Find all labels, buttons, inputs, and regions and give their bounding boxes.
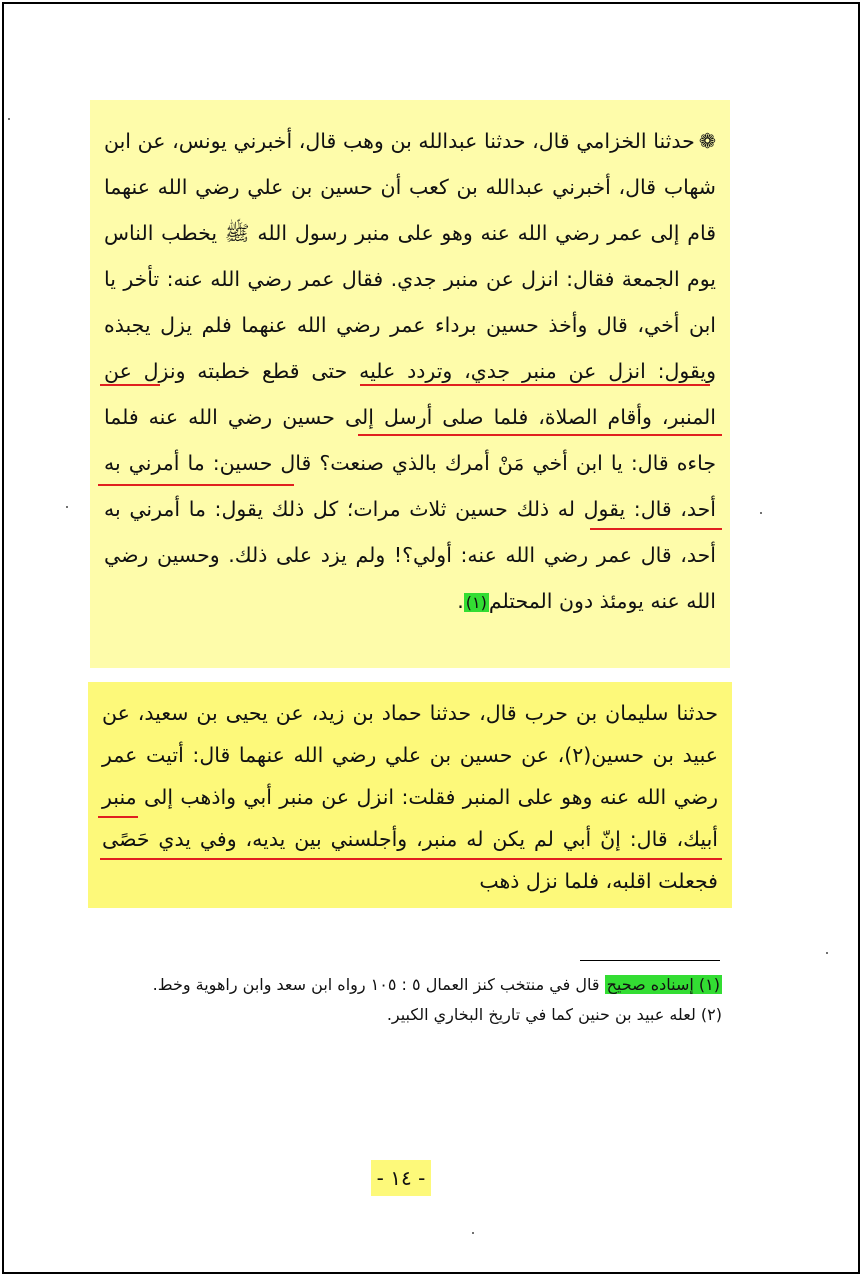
scan-speck: [760, 512, 762, 514]
paragraph-2-body: حدثنا سليمان بن حرب قال، حدثنا حماد بن زيد، عن يحيى بن سعيد، عن عبيد بن حسين: [102, 701, 718, 767]
footnote-separator: [580, 960, 720, 961]
red-underline: [98, 816, 138, 818]
paragraph-2-text: [102, 692, 718, 902]
scan-speck: [826, 952, 828, 954]
footnote-2: (٢) لعله عبيد بن حنين كما في تاريخ البخاري الكبير.: [386, 1005, 722, 1024]
red-underline: [590, 528, 722, 530]
highlighted-paragraph-2: [88, 682, 732, 908]
paragraph-2-body-continued: ، عن حسين بن علي رضي الله عنهما قال: أتيت عمر رضي الله عنه وهو على المنبر فقلت: انزل عن منبر أبي واذهب إلى منبر أبيك، قال: إنّ أبي لم يكن له منبر، وأجلسني بين يديه، وفي يدي حَصًى فجعلت اقلبه، فلما نزل ذهب: [102, 743, 718, 893]
scan-speck: [66, 506, 68, 508]
footnotes: [90, 972, 722, 1032]
paragraph-1-body: حدثنا الخزامي قال، حدثنا عبدالله بن وهب قال، أخبرني يونس، عن ابن شهاب قال، أخبرني عبدالله بن كعب أن حسين بن علي رضي الله عنهما قام إلى عمر رضي الله عنه وهو على منبر رسول الله ﷺ يخطب الناس يوم الجمعة فقال: انزل عن منبر جدي. فقال عمر رضي الله عنه: تأخر يا ابن أخي، قال وأخذ حسين برداء عمر رضي الله عنهما فلم يزل يجبذه ويقول: انزل عن منبر جدي، وتردد عليه حتى قطع خطبته ونزل عن المنبر، وأقام الصلاة، فلما صلى أرسل إلى حسين رضي الله عنه فلما جاءه قال: يا ابن أخي مَنْ أمرك بالذي صنعت؟ قال حسين: ما أمرني به أحد، قال: يقول له ذلك حسين ثلاث مرات؛ كل ذلك يقول: ما أمرني به أحد، قال عمر رضي الله عنه: أولي؟! ولم يزد على ذلك. وحسين رضي الله عنه يومئذ دون المحتلم: [104, 129, 716, 613]
red-underline: [100, 384, 160, 386]
red-underline: [358, 434, 722, 436]
red-underline: [98, 484, 294, 486]
scan-speck: [8, 118, 10, 120]
footnote-1-number: (١): [698, 975, 720, 994]
red-underline: [360, 384, 710, 386]
footnote-1: [90, 972, 722, 998]
footnote-ref-2[interactable]: (٢): [564, 743, 592, 767]
paragraph-1-end: .: [457, 589, 464, 613]
footnote-1-highlight-text: إسناده صحيح: [606, 975, 694, 994]
red-underline: [100, 858, 722, 860]
page-number: - ١٤ -: [371, 1160, 431, 1196]
footnote-ref-1[interactable]: (١): [465, 593, 487, 612]
paragraph-1-text: [104, 118, 716, 626]
footnote-1-highlight: [605, 975, 722, 994]
scan-speck: [472, 1232, 474, 1234]
paragraph-marker-icon: ❁: [698, 129, 716, 153]
footnote-1-text: قال في منتخب كنز العمال ٥ : ١٠٥ رواه ابن سعد وابن راهوية وخط.: [152, 975, 600, 994]
